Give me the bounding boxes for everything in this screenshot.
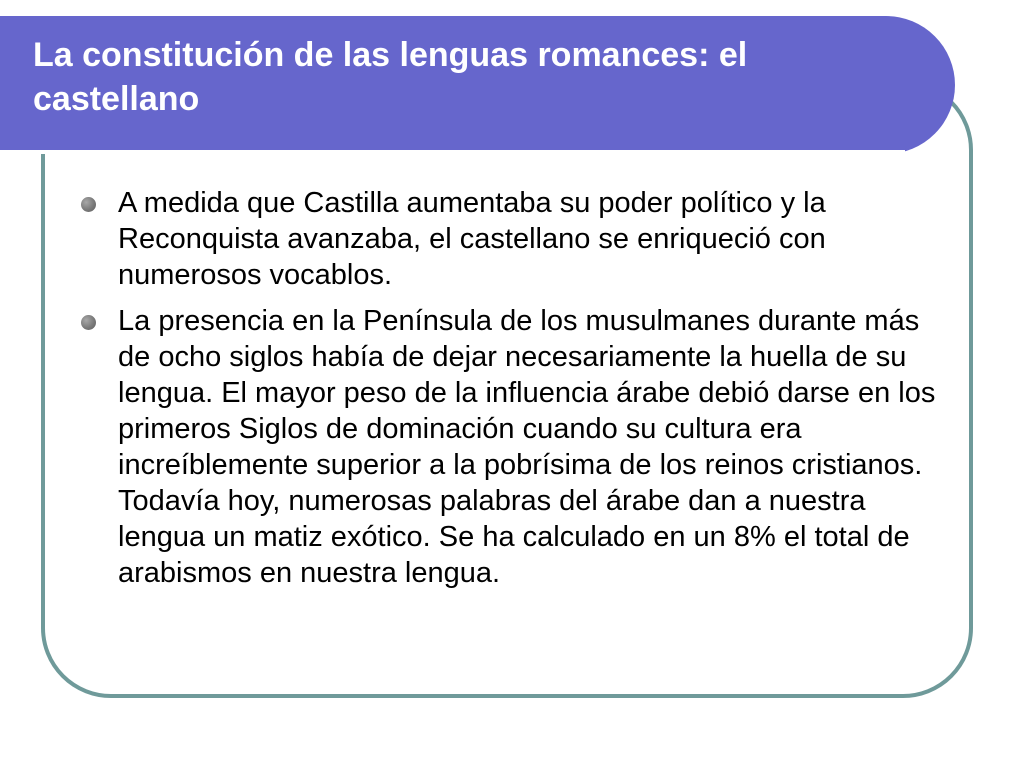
bullet-text: La presencia en la Península de los musulmanes durante más de ocho siglos había de dejar necesariamente la huella de su lengua. El mayor peso de la influencia árabe debió darse en los primeros Siglos de dominación cuando su cultura era increíblemente superior a la pobrísima de los reinos cristianos. Todavía hoy, numerosas palabras del árabe dan a nuestra lengua un matiz exótico. Se ha calculado en un 8% el total de arabismos en nuestra lengua.: [118, 305, 936, 589]
bullet-list: [118, 185, 948, 601]
bullet-item: [118, 303, 948, 591]
bullet-text: A medida que Castilla aumentaba su poder político y la Reconquista avanzaba, el castellano se enriqueció con numerosos vocablos.: [118, 187, 826, 291]
bullet-icon: [81, 315, 96, 330]
slide-title: La constitución de las lenguas romances: el castellano: [33, 36, 748, 118]
bullet-icon: [81, 197, 96, 212]
bullet-item: [118, 185, 948, 293]
title-underline: [0, 150, 905, 154]
